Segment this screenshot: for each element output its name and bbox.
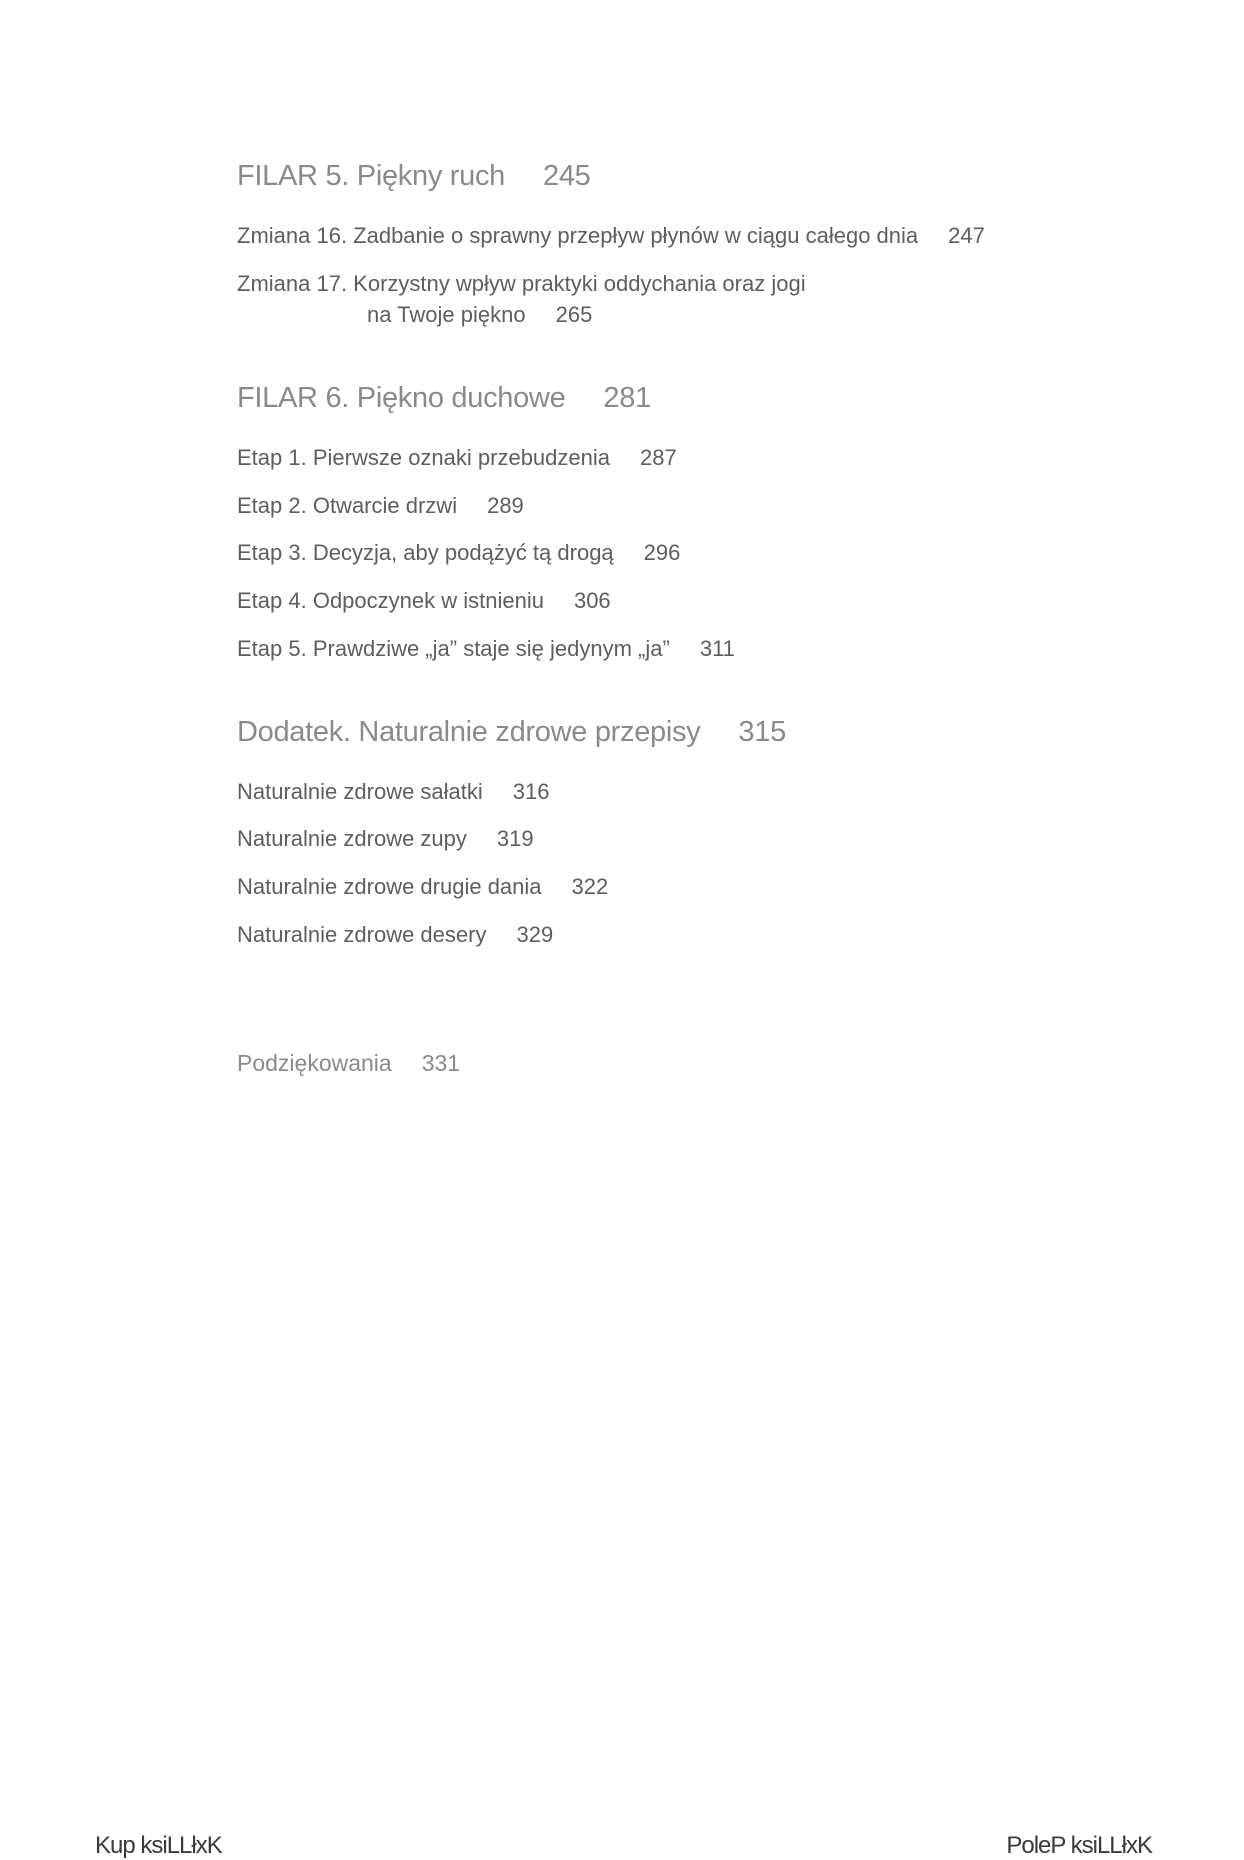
toc-entry-title: Etap 5. Prawdziwe „ja” staje się jedynym „ja” <box>237 636 670 661</box>
acknowledgements-title: Podziękowania <box>237 1050 392 1076</box>
toc-entry-title: Etap 1. Pierwsze oznaki przebudzenia <box>237 445 610 470</box>
section-page-number: 315 <box>738 716 786 748</box>
toc-entry-page-number: 306 <box>573 588 611 613</box>
toc-entry-page-number: 296 <box>643 540 681 565</box>
section-title: FILAR 6. Piękno duchowe <box>237 382 566 414</box>
section-title: FILAR 5. Piękny ruch <box>237 160 505 192</box>
toc-entry <box>237 779 550 805</box>
toc-entry-title: Zmiana 16. Zadbanie o sprawny przepływ płynów w ciągu całego dnia <box>237 223 919 248</box>
section-page-number: 281 <box>603 382 651 414</box>
toc-entry-continuation <box>367 302 592 328</box>
section-heading <box>237 716 786 749</box>
toc-entry <box>237 588 611 614</box>
toc-entry-title: Zmiana 17. Korzystny wpływ praktyki oddychania oraz jogi <box>237 271 806 296</box>
toc-entry-title-continuation: na Twoje piękno <box>367 302 526 327</box>
toc-entry-page-number: 316 <box>512 779 550 804</box>
toc-entry-page-number: 311 <box>699 636 735 661</box>
toc-entry <box>237 922 553 948</box>
toc-entry <box>237 445 677 471</box>
buy-book-link[interactable]: Kup ksiLLłxK <box>95 1832 222 1859</box>
acknowledgements-entry <box>237 1050 460 1077</box>
section-page-number: 245 <box>543 160 591 192</box>
toc-entry <box>237 826 534 852</box>
toc-entry-title: Etap 4. Odpoczynek w istnieniu <box>237 588 544 613</box>
toc-entry <box>237 493 524 519</box>
toc-entry-page-number: 319 <box>496 826 534 851</box>
toc-entry-page-number: 287 <box>640 445 677 470</box>
section-heading <box>237 382 651 415</box>
section-title: Dodatek. Naturalnie zdrowe przepisy <box>237 716 701 748</box>
acknowledgements-page-number: 331 <box>421 1050 461 1076</box>
toc-entry-title: Etap 2. Otwarcie drzwi <box>237 493 458 518</box>
toc-entry-page-number: 265 <box>555 302 593 327</box>
toc-entry-title: Naturalnie zdrowe sałatki <box>237 779 483 804</box>
toc-entry-title: Etap 3. Decyzja, aby podążyć tą drogą <box>237 540 614 565</box>
recommend-book-link[interactable]: PoleP ksiLLłxK <box>1006 1832 1152 1859</box>
section-heading <box>237 160 591 193</box>
toc-entry <box>237 874 608 900</box>
toc-entry <box>237 540 680 566</box>
toc-entry-title: Naturalnie zdrowe desery <box>237 922 487 947</box>
toc-entry-page-number: 322 <box>571 874 609 899</box>
toc-entry-page-number: 289 <box>487 493 524 518</box>
toc-entry-page-number: 247 <box>948 223 985 248</box>
toc-entry-page-number: 329 <box>516 922 554 947</box>
toc-entry <box>237 223 985 249</box>
toc-entry-title: Naturalnie zdrowe drugie dania <box>237 874 542 899</box>
toc-entry-title: Naturalnie zdrowe zupy <box>237 826 467 851</box>
toc-entry <box>237 636 735 662</box>
toc-entry <box>237 271 806 297</box>
